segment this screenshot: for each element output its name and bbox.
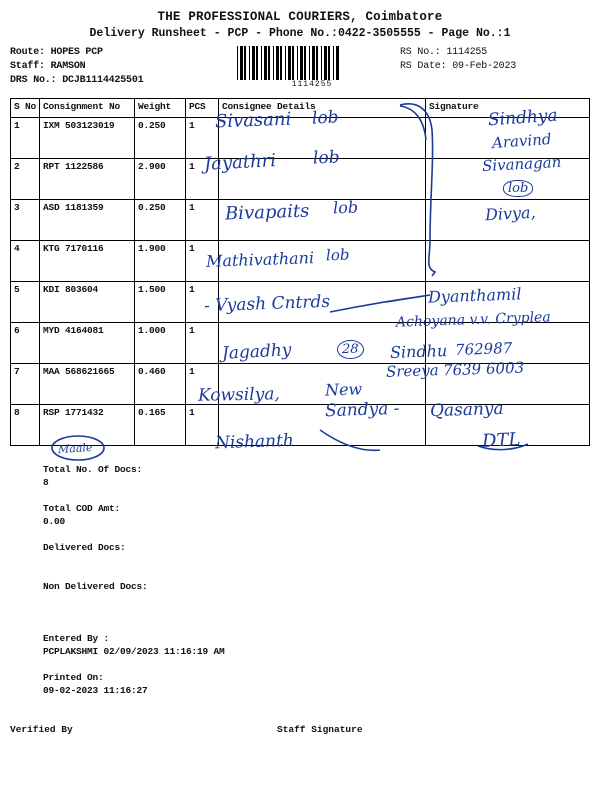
cell-pcs: 1 bbox=[186, 118, 219, 159]
staff-value: RAMSON bbox=[50, 61, 86, 72]
cell-weight: 1.900 bbox=[135, 241, 186, 282]
cell-pcs: 1 bbox=[186, 405, 219, 446]
ink-row5-consignee: - Vyash Cntrds bbox=[203, 291, 331, 317]
ink-signature-lob-circle: lob bbox=[503, 180, 533, 197]
ink-row4-consignee: Mathivathani bbox=[205, 248, 315, 271]
cell-pcs: 1 bbox=[186, 159, 219, 200]
cell-sno: 7 bbox=[11, 364, 40, 405]
cell-consignment-no: MAA 568621665 bbox=[40, 364, 135, 405]
ink-row3-lob: lob bbox=[332, 197, 359, 218]
cell-weight: 0.165 bbox=[135, 405, 186, 446]
cell-consignment-no: MYD 4164081 bbox=[40, 323, 135, 364]
barcode-number: 1114255 bbox=[291, 80, 333, 89]
cell-consignment-no: RSP 1771432 bbox=[40, 405, 135, 446]
cell-signature bbox=[426, 118, 590, 159]
ink-verified-mark: Maale bbox=[57, 440, 93, 457]
ink-row1-lob: lob bbox=[311, 107, 340, 129]
cell-signature bbox=[426, 200, 590, 241]
staff-line bbox=[10, 60, 143, 74]
cell-signature bbox=[426, 405, 590, 446]
ink-signature-aravind: Aravind bbox=[491, 129, 553, 153]
rs-date-value: 09-Feb-2023 bbox=[452, 61, 517, 72]
ink-row2-lob: lob bbox=[312, 147, 340, 169]
cell-weight: 1.500 bbox=[135, 282, 186, 323]
staff-label: Staff: bbox=[10, 61, 45, 72]
rs-no-line bbox=[400, 46, 516, 60]
cell-consignee-details bbox=[219, 364, 426, 405]
ink-signature-achoyana: Achoyana v.v. Cryplea bbox=[395, 309, 551, 331]
drs-label: DRS No.: bbox=[10, 75, 57, 86]
document-title: Delivery Runsheet - PCP - Phone No.:0422-3505555 - Page No.:1 bbox=[89, 27, 511, 40]
table-row bbox=[11, 200, 590, 241]
cell-sno: 8 bbox=[11, 405, 40, 446]
ink-row3-consignee: Bivapaits bbox=[224, 200, 310, 225]
ink-signature-phone-1: 762987 bbox=[454, 339, 513, 359]
cell-sno: 6 bbox=[11, 323, 40, 364]
cell-consignment-no: KTG 7170116 bbox=[40, 241, 135, 282]
cell-signature bbox=[426, 282, 590, 323]
cell-signature bbox=[426, 241, 590, 282]
cell-consignment-no: RPT 1122586 bbox=[40, 159, 135, 200]
drs-value: DCJB1114425501 bbox=[62, 75, 144, 86]
cell-weight: 0.250 bbox=[135, 118, 186, 159]
header-meta bbox=[0, 46, 600, 98]
ink-row7-consignee: Kowsilya, bbox=[197, 384, 280, 406]
barcode-image bbox=[237, 46, 387, 80]
cell-weight: 1.000 bbox=[135, 323, 186, 364]
ink-signature-sindhu: Sindhu bbox=[389, 341, 448, 362]
ink-signature-qasanya: Qasanya bbox=[429, 398, 504, 422]
table-row bbox=[11, 159, 590, 200]
drs-line bbox=[10, 74, 143, 88]
cell-consignee-details bbox=[219, 118, 426, 159]
signature-block bbox=[10, 724, 590, 740]
printed-on-label: Printed On: bbox=[43, 672, 104, 683]
cell-consignee-details bbox=[219, 323, 426, 364]
table-row bbox=[11, 282, 590, 323]
table-row bbox=[11, 323, 590, 364]
cell-consignment-no: IXM 503123019 bbox=[40, 118, 135, 159]
cell-sno: 1 bbox=[11, 118, 40, 159]
cell-sno: 3 bbox=[11, 200, 40, 241]
cell-weight: 0.460 bbox=[135, 364, 186, 405]
cell-consignment-no: ASD 1181359 bbox=[40, 200, 135, 241]
route-line bbox=[10, 46, 143, 60]
ink-row6-consignee: Jagadhy bbox=[221, 340, 292, 364]
cell-signature bbox=[426, 323, 590, 364]
verified-by-label: Verified By bbox=[10, 724, 73, 735]
cell-consignee-details bbox=[219, 241, 426, 282]
company-title: THE PROFESSIONAL COURIERS, Coimbatore bbox=[157, 10, 443, 24]
table-row bbox=[11, 405, 590, 446]
delivered-docs-label: Delivered Docs: bbox=[43, 542, 126, 553]
cell-sno: 4 bbox=[11, 241, 40, 282]
column-header-pcs: PCS bbox=[186, 99, 219, 118]
cell-pcs: 1 bbox=[186, 364, 219, 405]
ink-signature-sreeya: Sreeya bbox=[385, 361, 439, 381]
cell-pcs: 1 bbox=[186, 323, 219, 364]
ink-row6-circle-count: 28 bbox=[337, 340, 364, 359]
total-docs-label: Total No. Of Docs: bbox=[43, 464, 143, 475]
entered-by-label: Entered By : bbox=[43, 633, 110, 644]
footer-totals bbox=[10, 450, 590, 710]
rs-no-label: RS No.: bbox=[400, 47, 441, 58]
header-meta-left bbox=[10, 46, 143, 88]
table-row bbox=[11, 364, 590, 405]
cell-consignee-details bbox=[219, 159, 426, 200]
rs-date-line bbox=[400, 60, 516, 74]
column-header-signature: Signature bbox=[426, 99, 590, 118]
ink-signature-dyanthamil: Dyanthamil bbox=[427, 284, 522, 307]
ink-signature-divya: Divya, bbox=[484, 202, 537, 225]
footer-line-2 bbox=[10, 619, 590, 710]
cell-consignee-details bbox=[219, 282, 426, 323]
ink-signature-dtl: DTL bbox=[481, 429, 521, 452]
column-header-weight: Weight bbox=[135, 99, 186, 118]
ink-row1-consignee: Sivasani bbox=[214, 108, 292, 133]
ink-signature-new: New bbox=[324, 379, 363, 400]
cell-consignee-details bbox=[219, 197, 426, 241]
column-header-consignment-no: Consignment No bbox=[40, 99, 135, 118]
ink-signature-sivanagan: Sivanagan bbox=[481, 152, 562, 176]
cell-signature bbox=[426, 159, 590, 200]
rs-no-value: 1114255 bbox=[446, 47, 488, 58]
ink-row2-consignee: Jayathri bbox=[203, 150, 277, 175]
entered-by-value: PCPLAKSHMI 02/09/2023 11:16:19 AM bbox=[43, 646, 225, 657]
total-cod-label: Total COD Amt: bbox=[43, 503, 121, 514]
cell-sno: 5 bbox=[11, 282, 40, 323]
column-header-sno: S No bbox=[11, 99, 40, 118]
ink-row4-lob: lob bbox=[325, 245, 350, 265]
non-delivered-docs-label: Non Delivered Docs: bbox=[43, 581, 148, 592]
footer-line-1 bbox=[10, 450, 590, 619]
rs-date-label: RS Date: bbox=[400, 61, 447, 72]
ink-signature-sandya: Sandya - bbox=[324, 398, 400, 422]
cell-signature bbox=[426, 364, 590, 405]
column-header-consignee-details: Consignee Details bbox=[219, 99, 426, 118]
runsheet-table bbox=[10, 98, 590, 446]
cell-pcs: 1 bbox=[186, 241, 219, 282]
printed-on-value: 09-02-2023 11:16:27 bbox=[43, 685, 148, 696]
table-row bbox=[11, 118, 590, 159]
cell-pcs: 1 bbox=[186, 282, 219, 323]
route-value: HOPES PCP bbox=[50, 47, 103, 58]
header-meta-right bbox=[400, 46, 516, 74]
total-cod-value: 0.00 bbox=[43, 516, 66, 527]
cell-consignee-details bbox=[219, 405, 426, 446]
total-docs-value: 8 bbox=[43, 477, 49, 488]
ink-signature-phone-2: 7639 6003 bbox=[442, 358, 525, 380]
cell-weight: 0.250 bbox=[135, 200, 186, 241]
cell-pcs: 1 bbox=[186, 200, 219, 241]
route-label: Route: bbox=[10, 47, 45, 58]
table-header-row bbox=[11, 99, 590, 118]
cell-sno: 2 bbox=[11, 159, 40, 200]
cell-weight: 2.900 bbox=[135, 159, 186, 200]
ink-signature-sindhya: Sindhya bbox=[487, 105, 559, 131]
table-row bbox=[11, 241, 590, 282]
staff-signature-label: Staff Signature bbox=[277, 724, 363, 735]
cell-consignment-no: KDI 803604 bbox=[40, 282, 135, 323]
ink-row8-consignee: Nishanth bbox=[214, 430, 295, 454]
